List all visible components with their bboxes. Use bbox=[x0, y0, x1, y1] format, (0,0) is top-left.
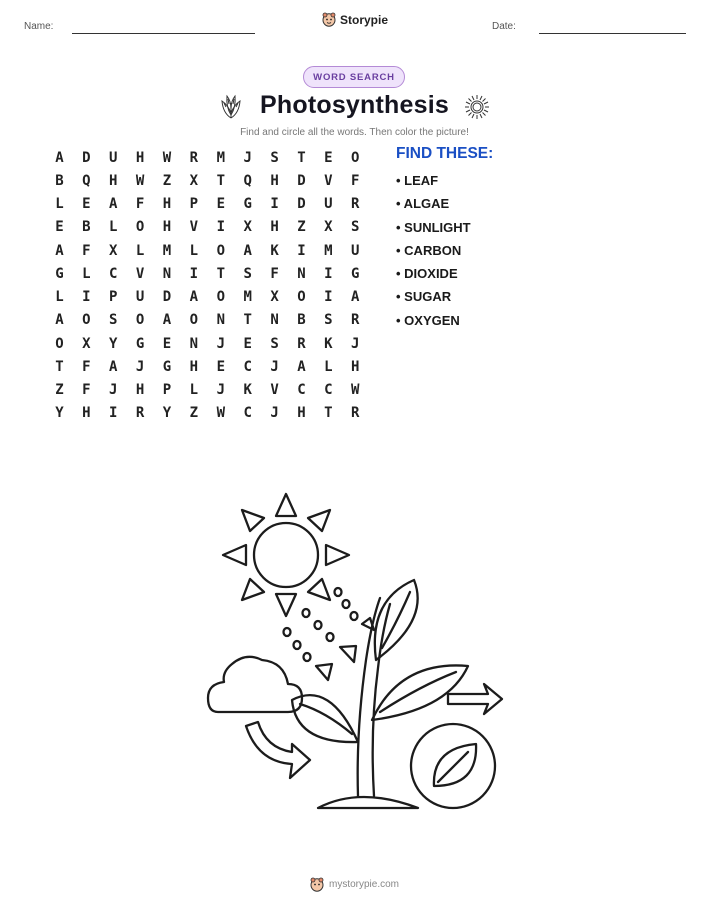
grid-cell[interactable]: X bbox=[270, 289, 279, 306]
grid-cell[interactable]: J bbox=[270, 405, 279, 422]
grid-cell[interactable]: U bbox=[109, 149, 118, 166]
grid-cell[interactable]: S bbox=[270, 335, 279, 352]
leaf-circle-icon bbox=[411, 724, 495, 808]
grid-cell[interactable]: S bbox=[243, 265, 252, 282]
grid-cell[interactable]: E bbox=[55, 219, 64, 236]
grid-cell[interactable]: P bbox=[189, 196, 199, 213]
grid-cell[interactable]: L bbox=[189, 242, 199, 259]
grid-cell[interactable]: Y bbox=[162, 405, 172, 422]
name-line[interactable] bbox=[72, 33, 255, 34]
grid-cell[interactable]: M bbox=[243, 289, 252, 306]
page-title: Photosynthesis bbox=[260, 91, 449, 119]
light-rays bbox=[284, 588, 375, 680]
grid-cell[interactable]: S bbox=[270, 149, 279, 166]
grid-cell[interactable]: R bbox=[351, 405, 360, 422]
grid-cell[interactable]: X bbox=[324, 219, 333, 236]
grid-cell[interactable]: X bbox=[109, 242, 118, 259]
grid-cell[interactable]: T bbox=[216, 265, 225, 282]
grid-cell[interactable]: J bbox=[351, 335, 360, 352]
grid-cell[interactable]: E bbox=[216, 196, 225, 213]
grid-cell[interactable]: V bbox=[270, 382, 279, 399]
grid-cell[interactable]: C bbox=[243, 358, 252, 375]
grid-cell[interactable]: H bbox=[270, 219, 279, 236]
grid-cell[interactable]: B bbox=[55, 172, 64, 189]
grid-cell[interactable]: V bbox=[324, 172, 333, 189]
word-list-item: • LEAF bbox=[396, 173, 439, 188]
grid-cell[interactable]: N bbox=[216, 312, 225, 329]
grid-cell[interactable]: I bbox=[270, 196, 279, 213]
grid-cell[interactable]: H bbox=[109, 172, 118, 189]
grid-cell[interactable]: I bbox=[109, 405, 118, 422]
grid-cell[interactable]: N bbox=[189, 335, 199, 352]
grid-cell[interactable]: K bbox=[243, 382, 252, 399]
grid-cell[interactable]: L bbox=[55, 289, 64, 306]
grid-cell[interactable]: E bbox=[82, 196, 91, 213]
grid-cell[interactable]: G bbox=[135, 335, 145, 352]
grid-cell[interactable]: T bbox=[55, 358, 64, 375]
grid-cell[interactable]: S bbox=[109, 312, 118, 329]
brand-logo bbox=[322, 12, 388, 27]
grid-cell[interactable]: D bbox=[162, 289, 172, 306]
grid-cell[interactable]: T bbox=[297, 149, 306, 166]
footer-link[interactable]: mystorypie.com bbox=[328, 879, 399, 890]
photosynthesis-illustration[interactable] bbox=[195, 485, 515, 825]
grid-cell[interactable]: A bbox=[243, 242, 252, 259]
grid-cell[interactable]: H bbox=[82, 405, 91, 422]
grid-cell[interactable]: Y bbox=[55, 405, 64, 422]
grid-cell[interactable]: R bbox=[297, 335, 306, 352]
grid-cell[interactable]: I bbox=[189, 265, 199, 282]
grid-cell[interactable]: Z bbox=[55, 382, 64, 399]
grid-cell[interactable]: L bbox=[109, 219, 118, 236]
grid-cell[interactable]: O bbox=[55, 335, 64, 352]
arrow-icon bbox=[448, 684, 502, 714]
word-list-item: • OXYGEN bbox=[396, 312, 460, 328]
grid-cell[interactable]: O bbox=[189, 312, 199, 329]
brand-name: Storypie bbox=[340, 12, 389, 27]
grid-cell[interactable]: C bbox=[324, 382, 333, 399]
grid-cell[interactable]: I bbox=[216, 219, 225, 236]
grid-cell[interactable]: Z bbox=[162, 172, 172, 189]
grid-cell[interactable]: Z bbox=[297, 219, 306, 236]
grid-cell[interactable]: D bbox=[82, 149, 91, 166]
grid-cell[interactable]: P bbox=[109, 289, 118, 306]
grid-cell[interactable]: O bbox=[297, 289, 306, 306]
word-search-badge: WORD SEARCH bbox=[303, 66, 405, 88]
grid-cell[interactable]: S bbox=[351, 219, 360, 236]
grid-cell[interactable]: I bbox=[82, 289, 91, 306]
grid-cell[interactable]: A bbox=[109, 358, 118, 375]
grid-cell[interactable]: W bbox=[216, 405, 225, 422]
grid-cell[interactable]: B bbox=[82, 219, 91, 236]
grid-cell[interactable]: H bbox=[162, 219, 172, 236]
grid-cell[interactable]: Q bbox=[82, 172, 91, 189]
grid-cell[interactable]: H bbox=[351, 358, 360, 375]
grid-cell[interactable]: G bbox=[243, 196, 252, 213]
grid-cell[interactable]: A bbox=[189, 289, 199, 306]
grid-cell[interactable]: J bbox=[243, 149, 252, 166]
grid-cell[interactable]: S bbox=[324, 312, 333, 329]
grid-cell[interactable]: H bbox=[135, 382, 145, 399]
grid-cell[interactable]: W bbox=[351, 382, 360, 399]
grid-cell[interactable]: J bbox=[216, 335, 225, 352]
grid-cell[interactable]: I bbox=[324, 265, 333, 282]
grid-cell[interactable]: O bbox=[216, 242, 225, 259]
grid-cell[interactable]: T bbox=[324, 405, 333, 422]
grid-cell[interactable]: V bbox=[189, 219, 199, 236]
grid-cell[interactable]: A bbox=[351, 289, 360, 306]
grid-cell[interactable]: R bbox=[189, 149, 199, 166]
grid-cell[interactable]: N bbox=[297, 265, 306, 282]
grid-cell[interactable]: U bbox=[135, 289, 145, 306]
grid-cell[interactable]: H bbox=[297, 405, 306, 422]
grid-cell[interactable]: J bbox=[135, 358, 145, 375]
grid-cell[interactable]: A bbox=[55, 242, 64, 259]
grid-cell[interactable]: E bbox=[162, 335, 172, 352]
grid-cell[interactable]: E bbox=[216, 358, 225, 375]
grid-cell[interactable]: G bbox=[351, 265, 360, 282]
grid-cell[interactable]: O bbox=[135, 219, 145, 236]
grid-cell[interactable]: K bbox=[324, 335, 333, 352]
grid-cell[interactable]: X bbox=[82, 335, 91, 352]
grid-cell[interactable]: Z bbox=[189, 405, 199, 422]
grid-cell[interactable]: A bbox=[55, 149, 64, 166]
grid-cell[interactable]: H bbox=[135, 149, 145, 166]
date-line[interactable] bbox=[539, 33, 686, 34]
grid-cell[interactable]: D bbox=[297, 196, 306, 213]
grid-cell[interactable]: H bbox=[270, 172, 279, 189]
grid-cell[interactable]: C bbox=[243, 405, 252, 422]
grid-cell[interactable]: O bbox=[216, 289, 225, 306]
grid-cell[interactable]: N bbox=[162, 265, 172, 282]
cloud-icon bbox=[208, 657, 302, 712]
grid-cell[interactable]: X bbox=[189, 172, 199, 189]
grid-cell[interactable]: D bbox=[297, 172, 306, 189]
grid-cell[interactable]: W bbox=[162, 149, 172, 166]
grid-cell[interactable]: J bbox=[109, 382, 118, 399]
word-list-item: • DIOXIDE bbox=[396, 266, 458, 282]
grid-cell[interactable]: G bbox=[162, 358, 172, 375]
grid-cell[interactable]: X bbox=[243, 219, 252, 236]
grid-cell[interactable]: Q bbox=[243, 172, 252, 189]
grid-cell[interactable]: O bbox=[351, 149, 360, 166]
grid-cell[interactable]: E bbox=[324, 149, 333, 166]
word-list-item: • ALGAE bbox=[396, 196, 450, 212]
grid-cell[interactable]: L bbox=[324, 358, 333, 375]
grid-cell[interactable]: I bbox=[324, 289, 333, 306]
grid-cell[interactable]: M bbox=[324, 242, 333, 259]
grid-cell[interactable]: F bbox=[135, 196, 145, 213]
grid-cell[interactable]: O bbox=[135, 312, 145, 329]
grid-cell[interactable]: N bbox=[270, 312, 279, 329]
instructions-text: Find and circle all the words. Then color the picture! bbox=[240, 127, 469, 138]
grid-cell[interactable]: R bbox=[351, 312, 360, 329]
date-label: Date: bbox=[492, 21, 516, 32]
grid-cell[interactable]: T bbox=[243, 312, 252, 329]
grid-cell[interactable]: J bbox=[270, 358, 279, 375]
grid-cell[interactable]: R bbox=[351, 196, 360, 213]
storypie-mascot-icon bbox=[310, 877, 324, 892]
name-label: Name: bbox=[24, 21, 54, 32]
grid-cell[interactable]: U bbox=[351, 242, 360, 259]
word-list bbox=[396, 169, 471, 332]
grid-cell[interactable]: A bbox=[109, 196, 118, 213]
grid-cell[interactable]: F bbox=[351, 172, 360, 189]
grid-cell[interactable]: O bbox=[82, 312, 91, 329]
grid-cell[interactable]: G bbox=[55, 265, 64, 282]
plant-icon bbox=[292, 580, 468, 808]
grid-cell[interactable]: R bbox=[135, 405, 145, 422]
grid-cell[interactable]: T bbox=[216, 172, 225, 189]
grid-cell[interactable]: F bbox=[270, 265, 279, 282]
grid-cell[interactable]: F bbox=[82, 242, 91, 259]
word-list-item: • CARBON bbox=[396, 242, 462, 258]
grid-cell[interactable]: J bbox=[216, 382, 225, 399]
grid-cell[interactable]: I bbox=[297, 242, 306, 259]
grid-cell[interactable]: L bbox=[82, 265, 91, 282]
grid-cell[interactable]: A bbox=[55, 312, 64, 329]
sun-small-icon bbox=[462, 93, 492, 121]
grid-cell[interactable]: F bbox=[82, 382, 91, 399]
grid-cell[interactable]: C bbox=[297, 382, 306, 399]
grid-cell[interactable]: B bbox=[297, 312, 306, 329]
curved-arrow-icon bbox=[246, 722, 310, 778]
grid-cell[interactable]: L bbox=[135, 242, 145, 259]
grid-cell[interactable]: A bbox=[162, 312, 172, 329]
grid-cell[interactable]: U bbox=[324, 196, 333, 213]
storypie-mascot-icon bbox=[322, 12, 336, 27]
grid-cell[interactable]: E bbox=[243, 335, 252, 352]
grid-cell[interactable]: L bbox=[189, 382, 199, 399]
word-search-grid[interactable] bbox=[46, 146, 369, 425]
find-these-heading: FIND THESE: bbox=[396, 145, 494, 162]
grid-cell[interactable]: C bbox=[109, 265, 118, 282]
grid-cell[interactable]: M bbox=[162, 242, 172, 259]
grid-cell[interactable]: L bbox=[55, 196, 64, 213]
grid-cell[interactable]: F bbox=[82, 358, 91, 375]
sun-icon bbox=[223, 494, 349, 616]
grid-cell[interactable]: H bbox=[162, 196, 172, 213]
grid-cell[interactable]: K bbox=[270, 242, 279, 259]
grid-cell[interactable]: W bbox=[135, 172, 145, 189]
grid-cell[interactable]: V bbox=[135, 265, 145, 282]
grid-cell[interactable]: A bbox=[297, 358, 306, 375]
word-list-item: • SUGAR bbox=[396, 289, 452, 305]
grid-cell[interactable]: M bbox=[216, 149, 225, 166]
footer bbox=[0, 877, 709, 892]
grid-cell[interactable]: P bbox=[162, 382, 172, 399]
word-list-item: • SUNLIGHT bbox=[396, 219, 471, 235]
grid-cell[interactable]: H bbox=[189, 358, 199, 375]
grid-cell[interactable]: Y bbox=[109, 335, 118, 352]
